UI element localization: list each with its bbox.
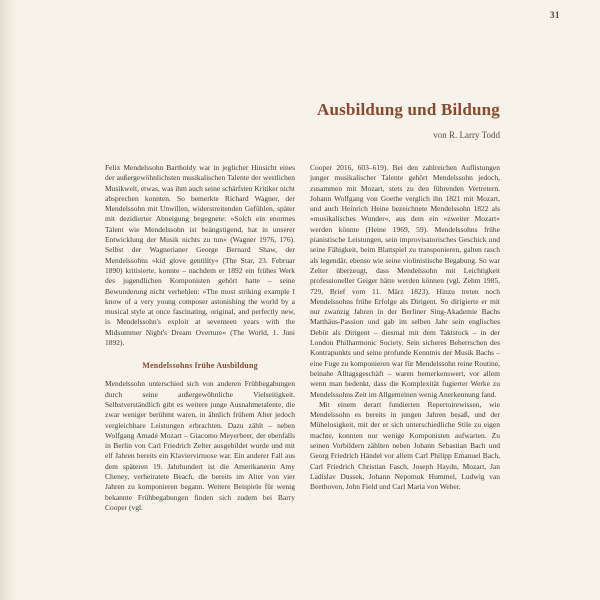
chapter-byline: von R. Larry Todd xyxy=(433,130,500,140)
right-column xyxy=(310,163,500,582)
chapter-header xyxy=(105,100,500,140)
chapter-title: Ausbildung und Bildung xyxy=(316,100,500,119)
left-column xyxy=(105,163,295,582)
left-paragraph-2: Mendelssohn unterschied sich von anderen Frühbegabungen durch seine außergewöhnliche Vielseitigkeit. Selbstverständlich gibt es weitere junge Ausnahmetalente, die zwar weniger berühmt waren, in ähnlich frühem Alter jedoch vergleichbare Leistungen erbrachten. Dazu zählt – neben Wolfgang Amadé Mozart – Giacomo Meyerbeer, der ebenfalls in Berlin von Carl Friedrich Zelter ausgebildet wurde und mit elf Jahren bereits ein Klaviervirtuose war. Ein anderer Fall aus dem späteren 19. Jahrhundert ist die Amerikanerin Amy Cheney, verheiratete Beach, die bereits im Alter von vier Jahren zu komponieren begann. Weitere Beispiele für wenig bekannte Frühbegabungen finden sich zudem bei Barry Cooper (vgl. xyxy=(105,379,295,512)
body-text-block xyxy=(105,163,500,582)
left-paragraph-1: Felix Mendelssohn Bartholdy war in jeglicher Hinsicht eines der außergewöhnlichsten musikalischen Talente der westlichen Musikwelt, etwas, was ihm auch seine schärfsten Kritiker nicht absprechen konnten. So bemerkte Richard Wagner, der Mendelssohn mit Unwillen, widerstreitenden Gefühlen, später mit dezidierter Abneigung begegnete: »Solch ein enormes Talent wie Mendelssohn ist beängstigend, hat in unserer Entwicklung der Musik nichts zu tun« (Wagner 1976, 176). Selbst der Wagnerianer George Bernard Shaw, der Mendelssohns »kid glove gentility« (The Star, 23. Februar 1890) kritisierte, konnte – nachdem er 1892 ein frühes Werk des jugendlichen Komponisten gehört hatte – seine Bewunderung nicht verhehlen: »The most striking example I know of a very young composer astonishing the world by a musical style at once fascinating, original, and perfectly new, is Mendelssohn's exploit at seventeen years with the Midsummer Night's Dream Overture« (The World, 1. Juni 1892). xyxy=(105,163,295,348)
page-number: 31 xyxy=(550,10,560,20)
section-heading: Mendelssohns frühe Ausbildung xyxy=(142,361,258,371)
page-gutter-shade xyxy=(0,0,18,600)
right-paragraph-2: Mit einem derart fundierten Repertoirewissen, wie Mendelssohn es bereits in jungen Jahren besaß, und der Mühelosigkeit, mit der er sich unterschiedliche Stile zu eigen machte, konnten nur wenige Komponisten aufwarten. Zu seinen Vorbildern zählten neben Johann Sebastian Bach und Georg Friedrich Händel vor allem Carl Philipp Emanuel Bach, Carl Friedrich Christian Fasch, Joseph Haydn, Mozart, Jan Ladislav Dussek, Johann Nepomuk Hummel, Ludwig van Beethoven, John Field und Carl Maria von Weber. xyxy=(310,399,500,492)
right-paragraph-1: Cooper 2016, 603–619). Bei den zahlreichen Auflistungen junger musikalischer Talente gehört Mendelssohn jedoch, zusammen mit Mozart, stets zu den führenden Vertretern. Johann Wolfgang von Goethe verglich ihn 1821 mit Mozart, und auch Heinrich Heine bezeichnete Mendelssohn 1822 als »musikalisches Wunder«, aus dem ein »zweiter Mozart« werden könnte (Heine 1969, 59). Mendelssohns frühe pianistische Leistungen, sein improvisatorisches Geschick und seine Fähigkeit, beim Blattspiel zu transponieren, galten rasch als legendär, ebenso wie seine violinistische Begabung. So war Zelter überzeugt, dass Mendelssohn mit Leichtigkeit professioneller Geiger hätte werden können (vgl. Zehm 1985, 729, Brief vom 11. März 1823). Hinzu treten noch Mendelssohns frühe Erfolge als Dirigent. So dirigierte er mit nur zwanzig Jahren in der Berliner Sing-Akademie Bachs Matthäus-Passion und gab im selben Jahr sein englisches Debüt als Dirigent – diesmal mit dem Taktstock – in der London Philharmonic Society. Sein sicheres Beherrschen des Kontrapunkts und seine profunde Kenntnis der Musik Bachs – eine Fuge zu komponieren war für Mendelssohn reine Routine, beinahe Alltagsgeschäft – waren bemerkenswert, vor allem wenn man bedenkt, dass die Komplexität fugierter Werke zu Mendelssohns Zeit im Allgemeinen wenig Anerkennung fand. xyxy=(310,163,500,399)
